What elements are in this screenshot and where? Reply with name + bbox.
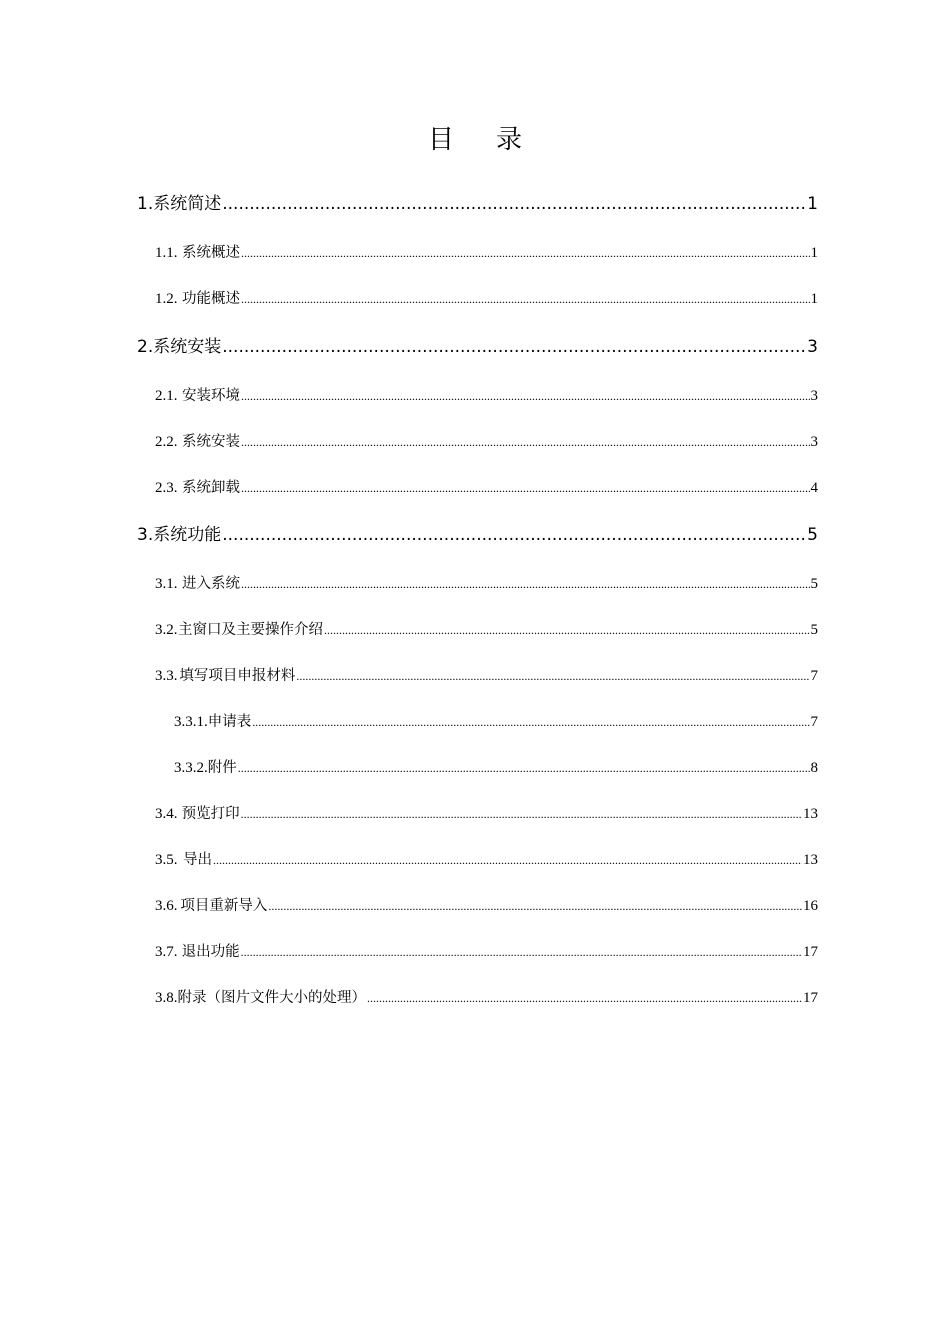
toc-entry-3-3-2[interactable] [174, 757, 818, 779]
toc-entry-page: 13 [803, 806, 818, 822]
toc-entry-page: 3 [810, 388, 818, 404]
toc-entry-text: 系统概述 [182, 245, 240, 261]
toc-entry-text: 系统卸载 [182, 480, 240, 496]
toc-entry-text: 安装环境 [182, 388, 240, 404]
toc-entry-number: 2.1. [155, 388, 178, 404]
toc-entry-page: 4 [810, 480, 818, 496]
toc-entry-number: 3.8. [155, 990, 178, 1006]
toc-leader-dots [241, 941, 802, 963]
toc-leader-dots [367, 987, 802, 1009]
toc-entry-text: 进入系统 [182, 576, 240, 592]
toc-entry-number: 3. [137, 525, 154, 545]
toc-entry-page: 1 [810, 245, 818, 261]
toc-entry-page: 17 [803, 944, 818, 960]
toc-leader-dots [241, 573, 810, 595]
toc-entry-number: 2.3. [155, 480, 178, 496]
toc-entry-3-1[interactable] [155, 573, 818, 595]
toc-leader-dots [241, 288, 810, 310]
toc-entry-3-8[interactable] [155, 987, 818, 1009]
toc-entry-text: 主窗口及主要操作介绍 [178, 622, 324, 638]
toc-leader-dots [241, 431, 810, 453]
toc-entry-number: 3.4. [155, 806, 178, 822]
toc-leader-dots [324, 619, 809, 641]
toc-entry-text: 导出 [182, 852, 212, 868]
toc-entry-1-2[interactable] [155, 288, 818, 310]
toc-entry-number: 3.3. [155, 668, 178, 684]
toc-entry-page: 5 [810, 622, 818, 638]
toc-entry-3-4[interactable] [155, 803, 818, 825]
toc-entry-page: 16 [803, 898, 818, 914]
toc-entry-number: 1. [137, 194, 154, 214]
toc-entry-number: 2. [137, 337, 154, 357]
toc-entry-page: 1 [807, 194, 818, 214]
toc-entry-number: 2.2. [155, 434, 178, 450]
toc-entry-number: 3.3.2. [174, 760, 208, 776]
toc-entry-page: 17 [803, 990, 818, 1006]
toc-leader-dots [222, 335, 806, 359]
toc-leader-dots [241, 803, 802, 825]
toc-entry-text: 附录（图片文件大小的处理） [177, 990, 366, 1006]
toc-entry-1-1[interactable] [155, 242, 818, 264]
toc-entry-3-3-1[interactable] [174, 711, 818, 733]
toc-entry-text: 系统功能 [153, 525, 222, 545]
toc-entry-text: 申请表 [207, 714, 252, 730]
toc-entry-text: 预览打印 [181, 806, 240, 822]
toc-entry-page: 13 [803, 852, 818, 868]
toc-leader-dots [213, 849, 802, 871]
toc-entry-text: 系统安装 [153, 337, 222, 357]
toc-entry-page: 5 [810, 576, 818, 592]
toc-entry-page: 5 [807, 525, 818, 545]
toc-entry-number: 3.5. [155, 852, 178, 868]
toc-title-char-2: 录 [496, 125, 523, 155]
toc-entry-3[interactable] [137, 523, 818, 547]
toc-entry-3-5[interactable] [155, 849, 818, 871]
toc-entry-number: 3.1. [155, 576, 178, 592]
toc-entry-number: 3.2. [155, 622, 178, 638]
toc-entry-number: 1.1. [155, 245, 178, 261]
toc-title-char-1: 目 [427, 125, 454, 155]
toc-entry-number: 1.2. [155, 291, 178, 307]
toc-leader-dots [241, 385, 810, 407]
toc-entry-number: 3.3.1. [174, 714, 208, 730]
toc-entry-3-3[interactable] [155, 665, 818, 687]
toc-entry-page: 7 [810, 714, 818, 730]
toc-entry-page: 7 [810, 668, 818, 684]
toc-entry-text: 系统简述 [153, 194, 222, 214]
toc-entry-1[interactable] [137, 192, 818, 216]
toc-entry-text: 功能概述 [182, 291, 240, 307]
toc-leader-dots [241, 242, 810, 264]
toc-leader-dots [222, 523, 806, 547]
toc-entry-page: 1 [810, 291, 818, 307]
toc-leader-dots [241, 477, 810, 499]
toc-entry-page: 3 [810, 434, 818, 450]
toc-entry-text: 项目重新导入 [180, 898, 268, 914]
toc-entry-text: 系统安装 [182, 434, 240, 450]
toc-entry-3-2[interactable] [155, 619, 818, 641]
toc-entry-2-1[interactable] [155, 385, 818, 407]
toc-entry-2[interactable] [137, 335, 818, 359]
toc-entry-2-3[interactable] [155, 477, 818, 499]
toc-entry-text: 附件 [207, 760, 237, 776]
toc-entry-3-6[interactable] [155, 895, 818, 917]
toc-leader-dots [238, 757, 810, 779]
toc-title [0, 120, 950, 160]
toc-entry-text: 退出功能 [181, 944, 240, 960]
toc-leader-dots [268, 895, 802, 917]
toc-leader-dots [296, 665, 809, 687]
toc-entry-3-7[interactable] [155, 941, 818, 963]
toc-entry-page: 8 [810, 760, 818, 776]
toc-entry-number: 3.6. [155, 898, 178, 914]
toc-leader-dots [222, 192, 806, 216]
toc-leader-dots [252, 711, 809, 733]
toc-entry-2-2[interactable] [155, 431, 818, 453]
toc-entry-page: 3 [807, 337, 818, 357]
toc-entry-text: 填写项目申报材料 [179, 668, 296, 684]
toc-entry-number: 3.7. [155, 944, 178, 960]
